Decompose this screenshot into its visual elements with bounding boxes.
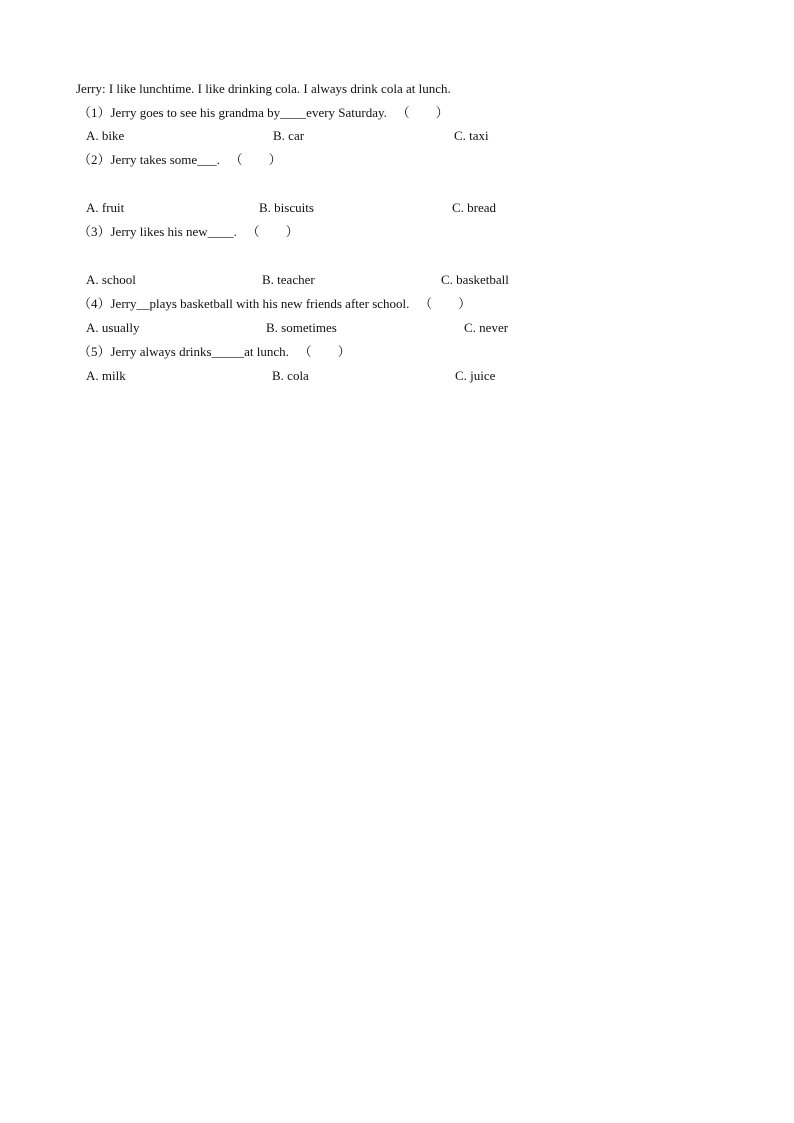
question-2-option-a: A. fruit (86, 200, 125, 215)
question-4-option-c: C. never (464, 320, 509, 335)
question-3-stem: （3）Jerry likes his new____. （ ） (78, 224, 299, 239)
question-4-stem: （4）Jerry__plays basketball with his new friends after school. （ ） (78, 296, 472, 311)
question-1-option-c: C. taxi (454, 128, 489, 143)
question-2-stem: （2）Jerry takes some___. （ ） (78, 152, 282, 167)
question-2-option-c: C. bread (452, 200, 497, 215)
question-4-option-a: A. usually (86, 320, 140, 335)
intro-text: Jerry: I like lunchtime. I like drinking cola. I always drink cola at lunch. (76, 81, 451, 96)
question-2-option-b: B. biscuits (259, 200, 314, 215)
question-3-option-c: C. basketball (441, 272, 509, 287)
question-5-stem: （5）Jerry always drinks_____at lunch. （ ） (78, 344, 351, 359)
question-3-option-b: B. teacher (262, 272, 315, 287)
question-1-option-b: B. car (273, 128, 305, 143)
question-3-option-a: A. school (86, 272, 136, 287)
question-5-option-c: C. juice (455, 368, 496, 383)
question-4-option-b: B. sometimes (266, 320, 337, 335)
question-5-option-b: B. cola (272, 368, 309, 383)
question-5-option-a: A. milk (86, 368, 126, 383)
question-1-stem: （1）Jerry goes to see his grandma by____every Saturday. （ ） (78, 105, 449, 120)
question-1-option-a: A. bike (86, 128, 125, 143)
